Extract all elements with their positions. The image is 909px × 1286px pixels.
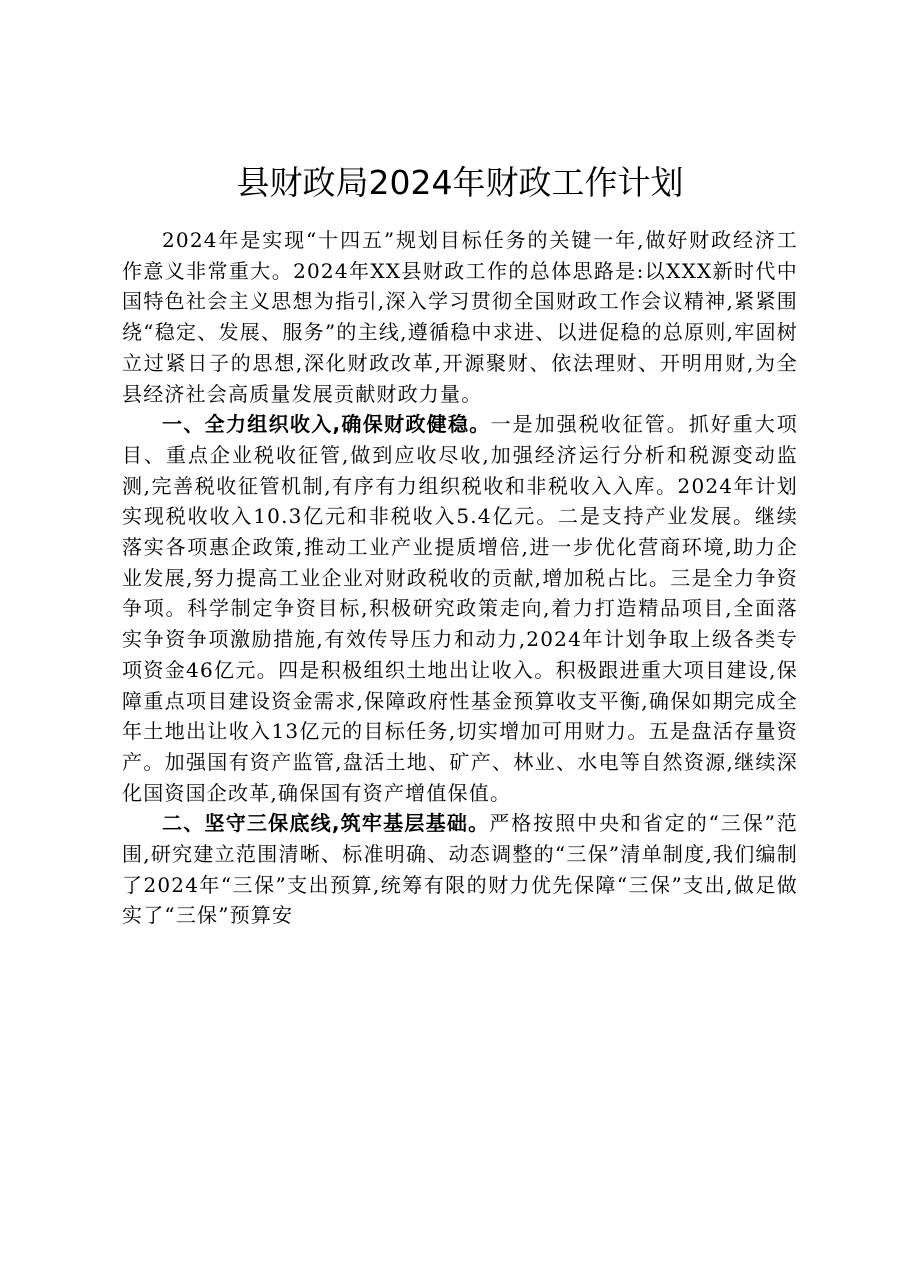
section-text-1: 一是加强税收征管。抓好重大项目、重点企业税收征管,做到应收尽收,加强经济运行分析和税源变动监测,完善税收征管机制,有序有力组织税收和非税收入入库。2024年计划实现税收收入10.3亿元和非税收入5.4亿元。二是支持产业发展。继续落实各项惠企政策,推动工业产业提质增倍,进一步优化营商环境,助力企业发展,努力提高工业企业对财政税收的贡献,增加税占比。三是全力争资争项。科学制定争资目标,积极研究政策走向,着力打造精品项目,全面落实争资争项激励措施,有效传导压力和动力,2024年计划争取上级各类专项资金46亿元。四是积极组织土地出让收入。积极跟进重大项目建设,保障重点项目建设资金需求,保障政府性基金预算收支平衡,确保如期完成全年土地出让收入13亿元的目标任务,切实增加可用财力。五是盘活存量资产。加强国有资产监管,盘活土地、矿产、林业、水电等自然资源,继续深化国资国企改革,确保国有资产增值保值。 — [122, 412, 798, 805]
section-text-2: 严格按照中央和省定的“三保”范围,研究建立范围清晰、标准明确、动态调整的“三保”清单制度,我们编制了2024年“三保”支出预算,统筹有限的财力优先保障“三保”支出,做足做实了“三保”预算安 — [122, 811, 798, 928]
document-page — [122, 0, 798, 1286]
section-paragraph-1 — [122, 409, 798, 808]
intro-paragraph: 2024年是实现“十四五”规划目标任务的关键一年,做好财政经济工作意义非常重大。2024年XX县财政工作的总体思路是:以XXX新时代中国特色社会主义思想为指引,深入学习贯彻全国财政工作会议精神,紧紧围绕“稳定、发展、服务”的主线,遵循稳中求进、以进促稳的总原则,牢固树立过紧日子的思想,深化财政改革,开源聚财、依法理财、开明用财,为全县经济社会高质量发展贡献财政力量。 — [122, 228, 798, 406]
section-heading-1: 一、全力组织收入,确保财政健稳。 — [162, 412, 491, 437]
section-heading-2: 二、坚守三保底线,筑牢基层基础。 — [162, 811, 490, 836]
document-title: 县财政局2024年财政工作计划 — [236, 163, 684, 202]
section-paragraph-2 — [122, 808, 798, 931]
document-body — [122, 225, 798, 931]
